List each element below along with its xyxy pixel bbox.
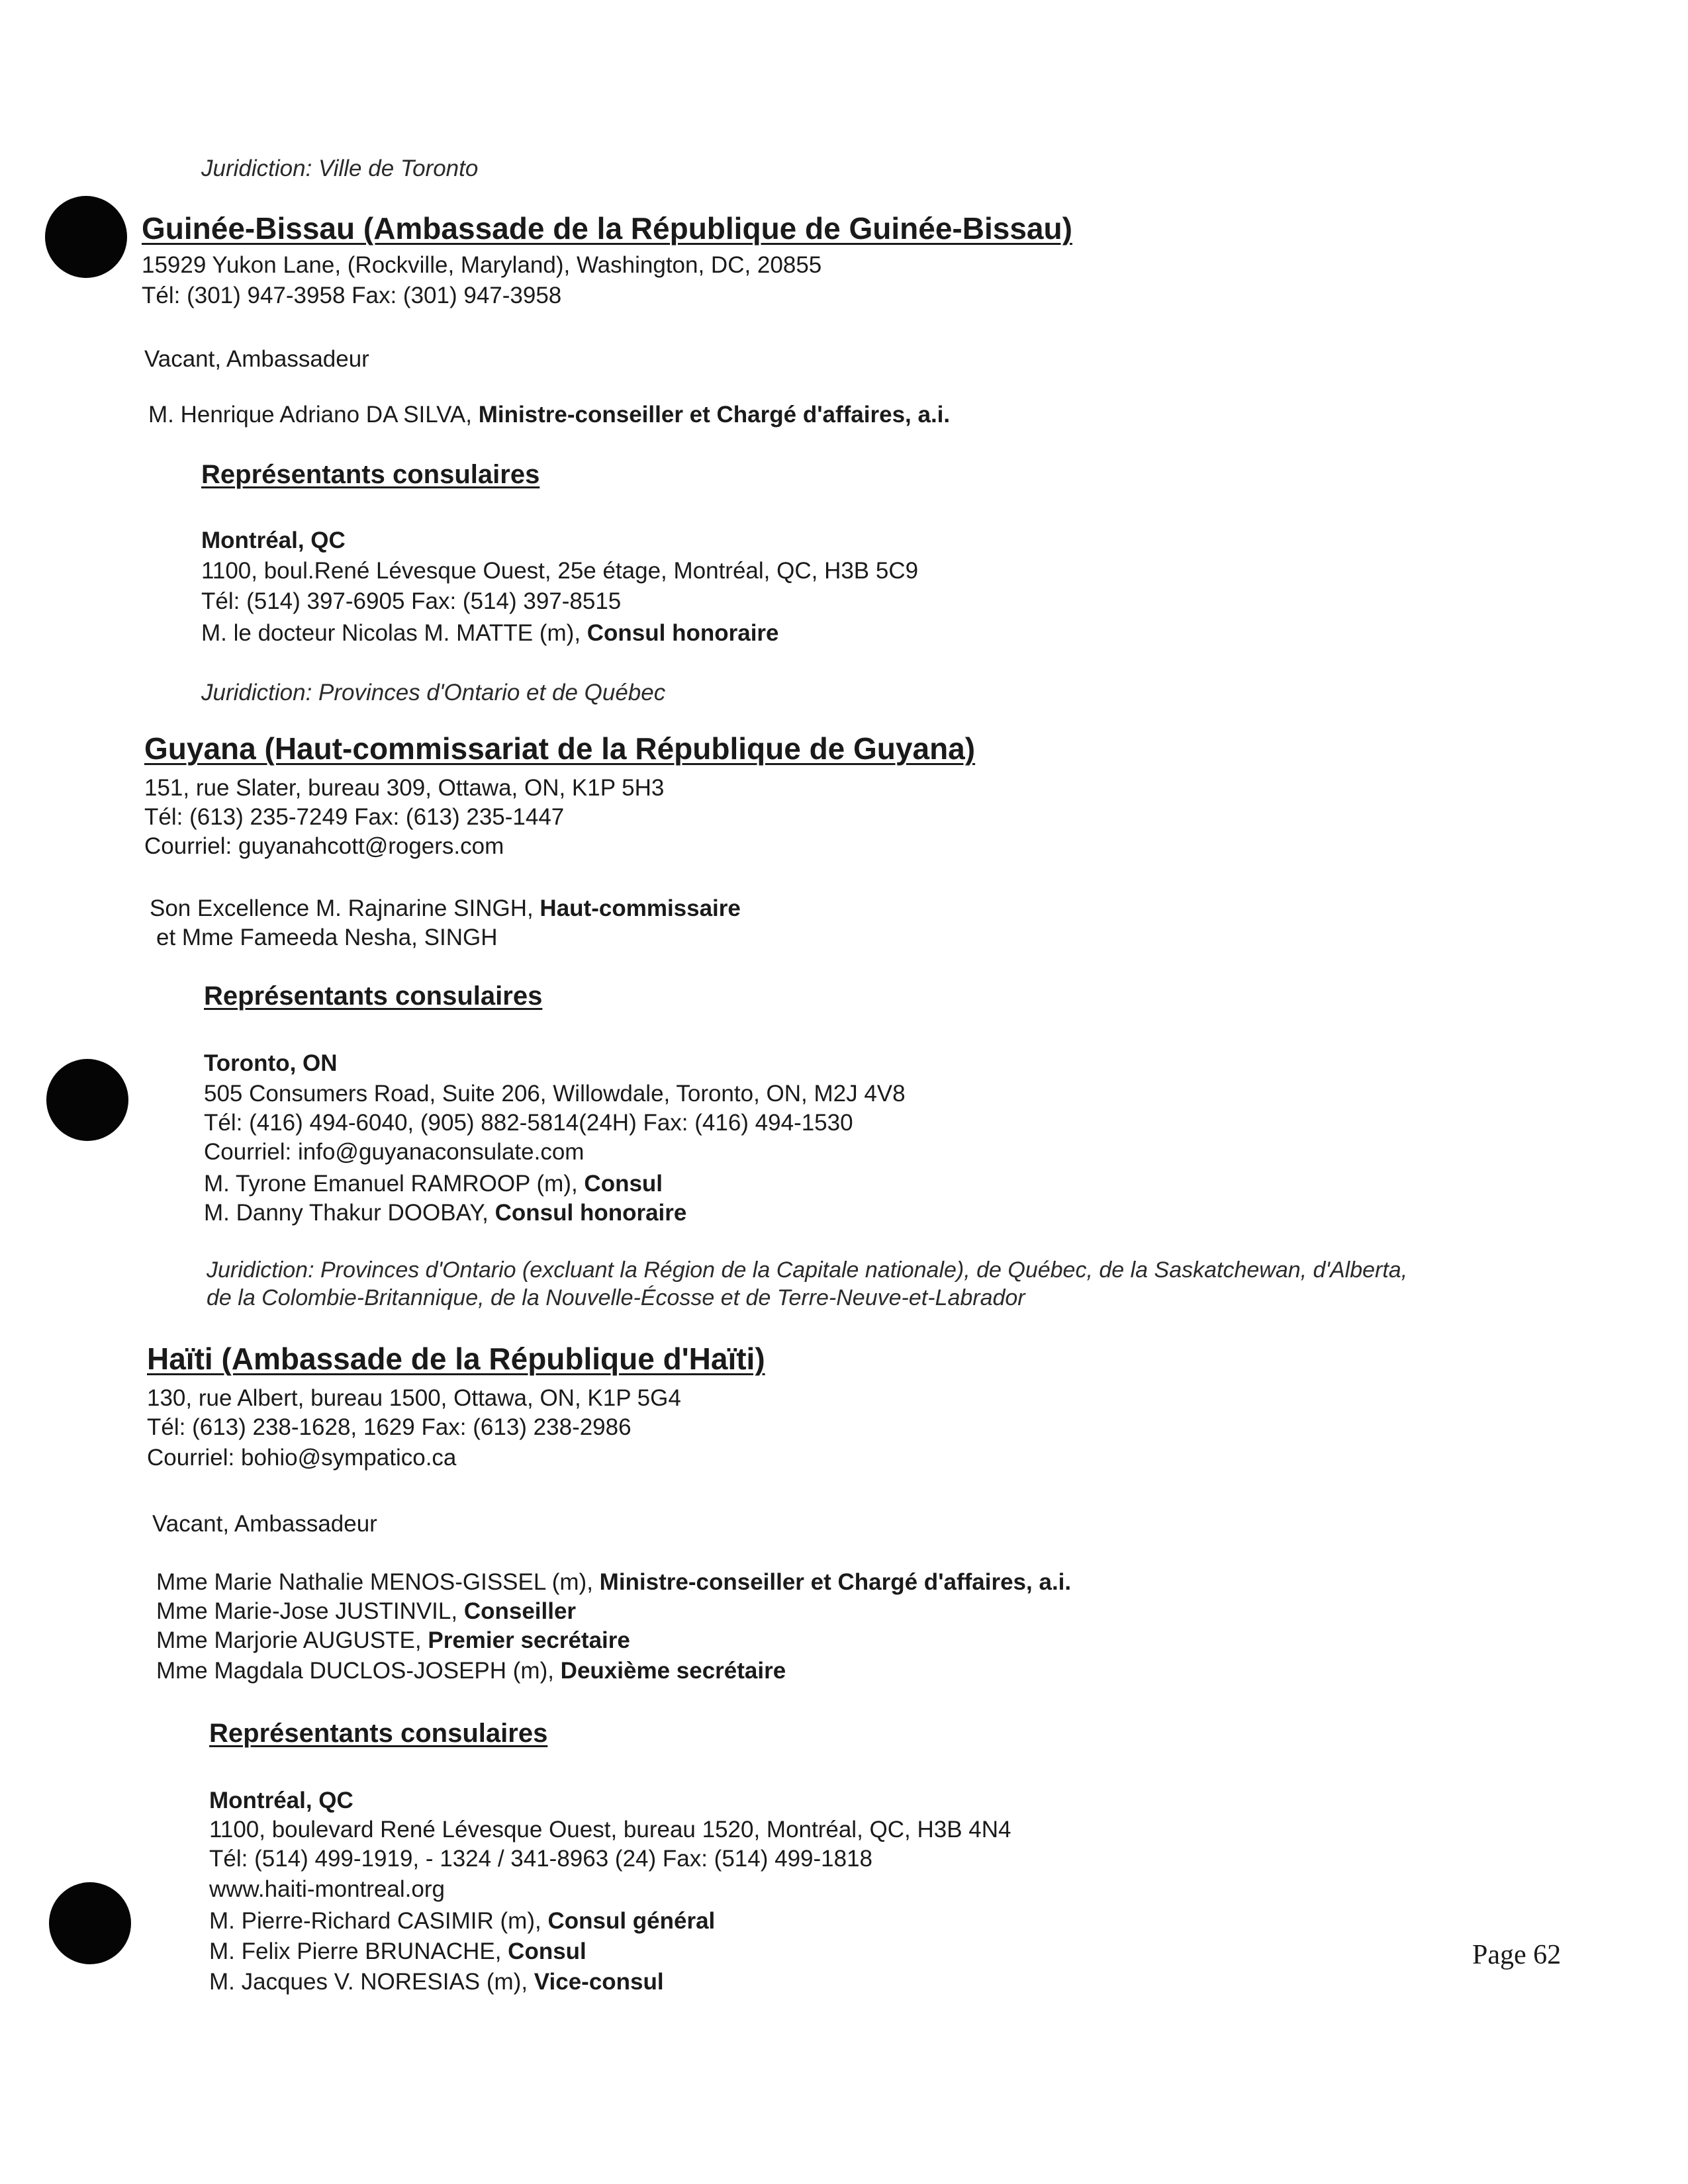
official-name: Son Excellence M. Rajnarine SINGH, xyxy=(150,895,540,921)
official-name: M. Henrique Adriano DA SILVA, xyxy=(148,402,479,428)
consular-heading: Représentants consulaires xyxy=(201,460,540,489)
consulate-city: Toronto, ON xyxy=(204,1050,338,1076)
official-entry xyxy=(156,1569,1071,1596)
consul-name: M. Tyrone Emanuel RAMROOP (m), xyxy=(204,1171,585,1197)
consul-name: M. Pierre-Richard CASIMIR (m), xyxy=(209,1908,548,1934)
phone-fax: Tél: (301) 947-3958 Fax: (301) 947-3958 xyxy=(142,283,562,308)
official-title: Ministre-conseiller et Chargé d'affaires, a.i. xyxy=(599,1569,1072,1595)
consul-name: M. Jacques V. NORESIAS (m), xyxy=(209,1969,534,1995)
official-name: Mme Marie Nathalie MENOS-GISSEL (m), xyxy=(156,1569,600,1595)
binder-hole-middle xyxy=(46,1059,128,1141)
phone-fax: Tél: (613) 238-1628, 1629 Fax: (613) 238-2986 xyxy=(147,1414,632,1440)
official-entry xyxy=(156,1598,576,1625)
consul-entry xyxy=(209,1968,664,1996)
official-name: Mme Marie-Jose JUSTINVIL, xyxy=(156,1598,464,1624)
consul-title: Consul honoraire xyxy=(494,1200,687,1226)
official-title: Conseiller xyxy=(463,1598,577,1624)
consulate-address: 1100, boul.René Lévesque Ouest, 25e étage, Montréal, QC, H3B 5C9 xyxy=(201,558,919,584)
official-title: Premier secrétaire xyxy=(428,1627,630,1653)
vacant-ambassador: Vacant, Ambassadeur xyxy=(144,346,369,372)
email: Courriel: bohio@sympatico.ca xyxy=(147,1445,457,1471)
section-heading-guinee-bissau: Guinée-Bissau (Ambassade de la République de Guinée-Bissau) xyxy=(142,211,1072,246)
consul-title: Consul général xyxy=(547,1908,716,1934)
consulate-address: 1100, boulevard René Lévesque Ouest, bureau 1520, Montréal, QC, H3B 4N4 xyxy=(209,1817,1011,1843)
consul-title: Consul xyxy=(508,1938,586,1964)
section-heading-guyana: Guyana (Haut-commissariat de la République de Guyana) xyxy=(144,731,976,766)
binder-hole-bottom xyxy=(49,1882,131,1964)
official-name: Mme Marjorie AUGUSTE, xyxy=(156,1627,428,1653)
consul-name: M. Felix Pierre BRUNACHE, xyxy=(209,1938,508,1964)
vacant-ambassador: Vacant, Ambassadeur xyxy=(152,1511,377,1537)
consulate-jurisdiction: Juridiction: Provinces d'Ontario et de Québec xyxy=(201,680,666,705)
consulate-jurisdiction-line2: de la Colombie-Britannique, de la Nouvelle-Écosse et de Terre-Neuve-et-Labrador xyxy=(207,1285,1025,1310)
consul-entry xyxy=(204,1199,686,1227)
binder-hole-top xyxy=(45,196,127,278)
official-entry xyxy=(150,895,741,923)
consulate-website: www.haiti-montreal.org xyxy=(209,1876,445,1902)
consulate-city: Montréal, QC xyxy=(209,1788,353,1813)
address: 151, rue Slater, bureau 309, Ottawa, ON, K1P 5H3 xyxy=(144,775,665,801)
consul-title: Vice-consul xyxy=(534,1969,664,1995)
consulate-phone-fax: Tél: (416) 494-6040, (905) 882-5814(24H) Fax: (416) 494-1530 xyxy=(204,1110,853,1136)
email: Courriel: guyanahcott@rogers.com xyxy=(144,833,504,859)
consul-name: M. Danny Thakur DOOBAY, xyxy=(204,1200,495,1226)
consul-entry xyxy=(204,1170,663,1198)
consular-heading: Représentants consulaires xyxy=(204,981,543,1011)
page-number: Page 62 xyxy=(1472,1940,1562,1970)
address: 130, rue Albert, bureau 1500, Ottawa, ON, K1P 5G4 xyxy=(147,1385,681,1411)
consulate-email: Courriel: info@guyanaconsulate.com xyxy=(204,1139,585,1165)
consul-title: Consul honoraire xyxy=(586,620,779,646)
official-title: Deuxième secrétaire xyxy=(560,1658,786,1684)
consul-title: Consul xyxy=(584,1171,663,1197)
official-entry xyxy=(156,1627,630,1655)
official-entry xyxy=(156,924,497,952)
consul-entry xyxy=(209,1938,586,1966)
consulate-phone-fax: Tél: (514) 499-1919, - 1324 / 341-8963 (24) Fax: (514) 499-1818 xyxy=(209,1846,873,1872)
consul-entry xyxy=(209,1907,715,1935)
phone-fax: Tél: (613) 235-7249 Fax: (613) 235-1447 xyxy=(144,804,565,830)
consulate-phone-fax: Tél: (514) 397-6905 Fax: (514) 397-8515 xyxy=(201,588,622,614)
consular-heading: Représentants consulaires xyxy=(209,1719,548,1748)
official-title: Ministre-conseiller et Chargé d'affaires, a.i. xyxy=(478,402,951,428)
consul-entry xyxy=(201,619,779,647)
official-name: Mme Magdala DUCLOS-JOSEPH (m), xyxy=(156,1658,561,1684)
jurisdiction-toronto: Juridiction: Ville de Toronto xyxy=(201,156,479,181)
consulate-city: Montréal, QC xyxy=(201,527,346,553)
consul-name: M. le docteur Nicolas M. MATTE (m), xyxy=(201,620,587,646)
consulate-jurisdiction-line1: Juridiction: Provinces d'Ontario (excluant la Région de la Capitale nationale), de Québec, de la Saskatchewan, d'Alberta, xyxy=(207,1257,1408,1283)
official-name: et Mme Fameeda Nesha, SINGH xyxy=(156,925,498,950)
official-entry xyxy=(156,1657,786,1685)
consulate-address: 505 Consumers Road, Suite 206, Willowdale, Toronto, ON, M2J 4V8 xyxy=(204,1081,906,1107)
address: 15929 Yukon Lane, (Rockville, Maryland), Washington, DC, 20855 xyxy=(142,252,822,278)
official-entry xyxy=(148,401,950,429)
section-heading-haiti: Haïti (Ambassade de la République d'Haïti) xyxy=(147,1342,765,1376)
official-title: Haut-commissaire xyxy=(539,895,741,921)
